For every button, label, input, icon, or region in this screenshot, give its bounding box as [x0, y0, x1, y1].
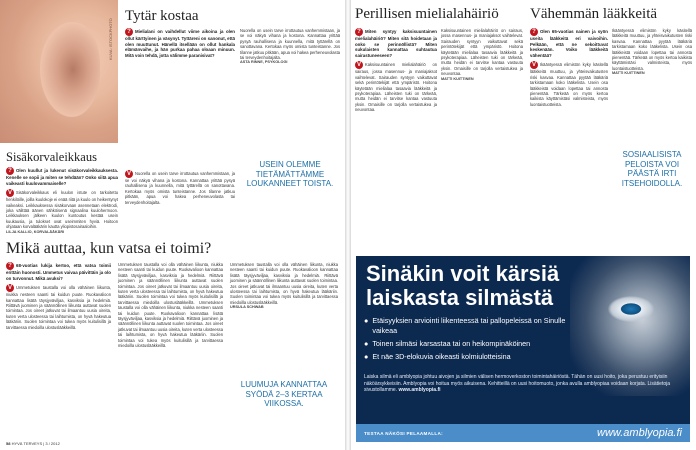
- article2-col1: [125, 28, 235, 58]
- article3-answer: V Kaksisuuntainen mielialahäiriö on sairaus, jossa masennus- ja maniajaksot vaihtelevat. Sairauden syntyyn vaikuttavat sekä perintötekijät että ympäristö. Hoitona käytetään mielialaa tasaavia lääkkeitä ja psykoterapiaa. Läheisten tuki on tärkeää, mutta heidän ei tarvitse kantaa vastuuta yksin. Omaisille on tarjolla vertaistukea ja neuvontaa.: [355, 62, 437, 113]
- article4-question: ? Olen 65-vuotias nainen ja syön useita lääkkeitä eri vaivoihin. Pelkään, että ne sekoittuvat keskenään. Voiko lääkkeitä vähentää?: [530, 29, 608, 58]
- article2-signature: ASTA RINNE, PSYKOLOGI: [240, 60, 288, 65]
- ad-list: [364, 316, 586, 365]
- ear-photo: [0, 0, 118, 143]
- page-footer: [6, 441, 60, 446]
- ad-body: Laiska silmä eli amblyopia johtuu aivojen ja silmien välisen hermoverkoston toimintahäiriöstä. Tähän on uusi hoito, joka perustuu erityisiin näköärsykkeisiin. Amblyopia voi hoitua myös aikuisena. Kehitteillä on uusi hoitomuoto, jonka avulla amblyopiaa voidaan korjata. Lisätietoja sivustollamme. www.amblyopia.fi: [364, 374, 671, 394]
- ad-footer-label: TESTAA NÄKÖSI PELAAMALLA:: [364, 430, 443, 436]
- article4-title: Vähemmän lääkkeitä: [530, 6, 658, 22]
- amblyopia-ad: [356, 256, 690, 442]
- article4-col2: Ikääntyessä elimistön kyky käsitellä lääkkeitä muuttuu, ja yhteisvaikutusten riski kasvaa. Kannattaa pyytää lääkäriä tarkistamaan koko lääkelista. Usein osa lääkkeistä voidaan lopettaa tai annosta pienentää. Tärkeää on myös kertoa kaikista käyttämistäsi valmisteista, myös luontaistuotteista. MATTI KUITTINEN: [612, 28, 692, 76]
- article5-signature: URSULA SCHWAB: [230, 305, 264, 310]
- article2-answer: Nuorella on usein tarve irrottautua vanhemmistaan, ja se voi näkyä vihana ja kostona. Kannattaa yrittää pysyä rauhallisena ja kuunnella, mitä tyttärellä on sanottavana. Kertokaa myös omista tunteistanne. Jos tilanne jatkuu pitkään, apua voi hakea perheneuvolasta tai terveydenhoitajalta. ASTA RINNE, PSYKOLOGI: [240, 28, 340, 65]
- article5-col2: Ummetuksen taustalla voi olla vähäinen liikunta, niukka nesteen saanti tai kuidun puute. Ruokavalioon kannattaa lisätä täysjyväviljaa, kasviksia ja hedelmiä. Riittävä juominen ja säännöllinen liikunta auttavat suolen toimintaa. Jos oireet jatkuvat tai ilmaantuu uusia oireita, kuten verta ulosteessa tai laihtumista, on hyvä hakeutua lääkäriin. Suolen toimintaa voi tukea myös kuitulisillä ja tarvittaessa miedoilla ulostuslääkkeillä. Ummetuksen taustalla voi olla vähäinen liikunta, niukka nesteen saanti tai kuidun puute. Ruokavalioon kannattaa lisätä täysjyväviljaa, kasviksia ja hedelmiä. Riittävä juominen ja säännöllinen liikunta auttavat suolen toimintaa. Jos oireet jatkuvat tai ilmaantuu uusia oireita, kuten verta ulosteessa tai laihtumista, on hyvä hakeutua lääkäriin. Suolen toimintaa voi tukea myös kuitulisillä ja tarvittaessa miedoilla ulostuslääkkeillä.: [118, 262, 223, 349]
- article3-col2: Kaksisuuntainen mielialahäiriö on sairaus, jossa masennus- ja maniajaksot vaihtelevat. Sairauden syntyyn vaikuttavat sekä perintötekijät että ympäristö. Hoitona käytetään mielialaa tasaavia lääkkeitä ja psykoterapiaa. Läheisten tuki on tärkeää, mutta heidän ei tarvitse kantaa vastuuta yksin. Omaisille on tarjolla vertaistukea ja neuvontaa. MATTI KUITTINEN: [441, 28, 523, 81]
- article4-col1: [530, 28, 608, 107]
- article1-answer: V Sisäkorvaleikkaus eli kuulon istute on tarkoitettu henkilöille, joilla kuulokoje ei enää riitä ja kuulo on heikentynyt vaikeaksi. Leikkauksessa sisäkorvaan asennetaan elektrodi, joka välittää äänen sähköisenä signaalina kuulohermoon. Leikkauksen jälkeen kuulon kuntoutus kestää usein kuukausia, ja tulokset ovat useimmiten hyviä. Hoitoon ohjataan korvalääkärin kautta yliopistosairaaloihin.: [6, 190, 118, 230]
- magazine-name: HYVÄ TERVEYS | 3 / 2012: [11, 441, 60, 446]
- ad-title: Sinäkin voit kärsiä laiskasta silmästä: [366, 261, 560, 310]
- photo-credit: KUVA: ISTOCKPHOTO: [108, 18, 113, 60]
- article2-question: ? Mielialani on vaihdellut viime aikoina ja olen ollut kärttyinen ja väsynyt. Tyttäreni on sanonut, että olen muuttunut. Hänellä itsellään on ollut hankala elämänvaihe, ja hän purkaa pahaa oloaan minuun. Mitä voin tehdä, jotta välimme paranisivat?: [125, 29, 235, 58]
- article5-title: Mikä auttaa, kun vatsa ei toimi?: [6, 240, 212, 257]
- article4-pullquote: SOSIAALISISTA PELOISTA VOI PÄÄSTÄ IRTI ITSEHOIDOLLA.: [621, 150, 683, 188]
- ad-eye-image: [608, 296, 654, 322]
- article3-col1: [355, 28, 437, 113]
- article5-answer: V Ummetuksen taustalla voi olla vähäinen liikunta, niukka nesteen saanti tai kuidun puute. Ruokavalioon kannattaa lisätä täysjyväviljaa, kasviksia ja hedelmiä. Riittävä juominen ja säännöllinen liikunta auttavat suolen toimintaa. Jos oireet jatkuvat tai ilmaantuu uusia oireita, kuten verta ulosteessa tai laihtumista, on hyvä hakeutua lääkäriin. Suolen toimintaa voi tukea myös kuitulisillä ja tarvittaessa miedoilla ulostuslääkkeillä.: [6, 285, 111, 330]
- article1-body: [6, 167, 118, 234]
- article1-title: Sisäkorvaleikkaus: [6, 150, 97, 164]
- page-spine: [345, 0, 351, 450]
- article2-pullquote: USEIN OLEMME TIETÄMÄTTÄMME LOUKANNEET TOISTA.: [246, 160, 334, 188]
- ad-footer-url[interactable]: www.amblyopia.fi: [597, 427, 682, 439]
- ear-image: [40, 22, 100, 117]
- ad-list-item: ● Et näe 3D-elokuvia oikeasti kolmiulotteisina: [364, 352, 511, 361]
- ad-list-item: ● Etäisyyksien arviointi liikenteessä tai pallopeleissä on Sinulle vaikeaa: [364, 316, 566, 335]
- article3-signature: MATTI KUITTINEN: [441, 76, 474, 81]
- article1-signature: LILJA KALLIO, KORVALÄÄKÄRI: [6, 229, 65, 234]
- article5-col1: [6, 262, 111, 330]
- article5-col3: Ummetuksen taustalla voi olla vähäinen liikunta, niukka nesteen saanti tai kuidun puute. Ruokavalioon kannattaa lisätä täysjyväviljaa, kasviksia ja hedelmiä. Riittävä juominen ja säännöllinen liikunta auttavat suolen toimintaa. Jos oireet jatkuvat tai ilmaantuu uusia oireita, kuten verta ulosteessa tai laihtumista, on hyvä hakeutua lääkäriin. Suolen toimintaa voi tukea myös kuitulisillä ja tarvittaessa miedoilla ulostuslääkkeillä. URSULA SCHWAB: [230, 262, 338, 310]
- article4-answer: V Ikääntyessä elimistön kyky käsitellä lääkkeitä muuttuu, ja yhteisvaikutusten riski kasvaa. Kannattaa pyytää lääkäriä tarkistamaan koko lääkelista. Usein osa lääkkeistä voidaan lopettaa tai annosta pienentää. Tärkeää on myös kertoa kaikista käyttämistäsi valmisteista, myös luontaistuotteista.: [530, 62, 608, 107]
- article5-pullquote: LUUMUJA KANNATTAA SYÖDÄ 2–3 KERTAA VIIKOSSA.: [240, 380, 328, 408]
- page-number: 58: [6, 441, 11, 446]
- article2-title: Tytär kostaa: [125, 8, 199, 24]
- ad-footer: [356, 424, 690, 442]
- article3-title: Perillisen mielialahäiriö: [355, 6, 499, 22]
- ad-list-item: ● Toinen silmäsi karsastaa tai on heikompinäköinen: [364, 339, 531, 348]
- article3-question: ? Miten syntyy kaksisuuntainen mielialahäiriö? Miten sitä hoidetaan ja onko se perinnöllistä? Miten sukulaisten kannattaa suhtautua sairastuneeseen?: [355, 29, 437, 58]
- article2-answer-cont: V Nuorella on usein tarve irrottautua vanhemmistaan, ja se voi näkyä vihana ja kostona. Kannattaa yrittää pysyä rauhallisena ja kuunnella, mitä tyttärellä on sanottavana. Kertokaa myös omista tunteistanne. Jos tilanne jatkuu pitkään, apua voi hakea perheneuvolasta tai terveydenhoitajalta.: [125, 171, 235, 205]
- article1-question: ? Olen kuullut ja lukenut sisäkorvaleikkauksesta. Kenelle se sopii ja miten se tehdään? Onko siitä apua vaikeasti kuulovammaiselle?: [6, 168, 118, 186]
- article5-question: ? 68-vuotias lukija kertoo, että vatsa toimii erittäin huonosti. Ummetus vaivaa päivittäin ja olo on turvonnut. Mikä avuksi?: [6, 263, 111, 281]
- article4-signature: MATTI KUITTINEN: [612, 71, 645, 76]
